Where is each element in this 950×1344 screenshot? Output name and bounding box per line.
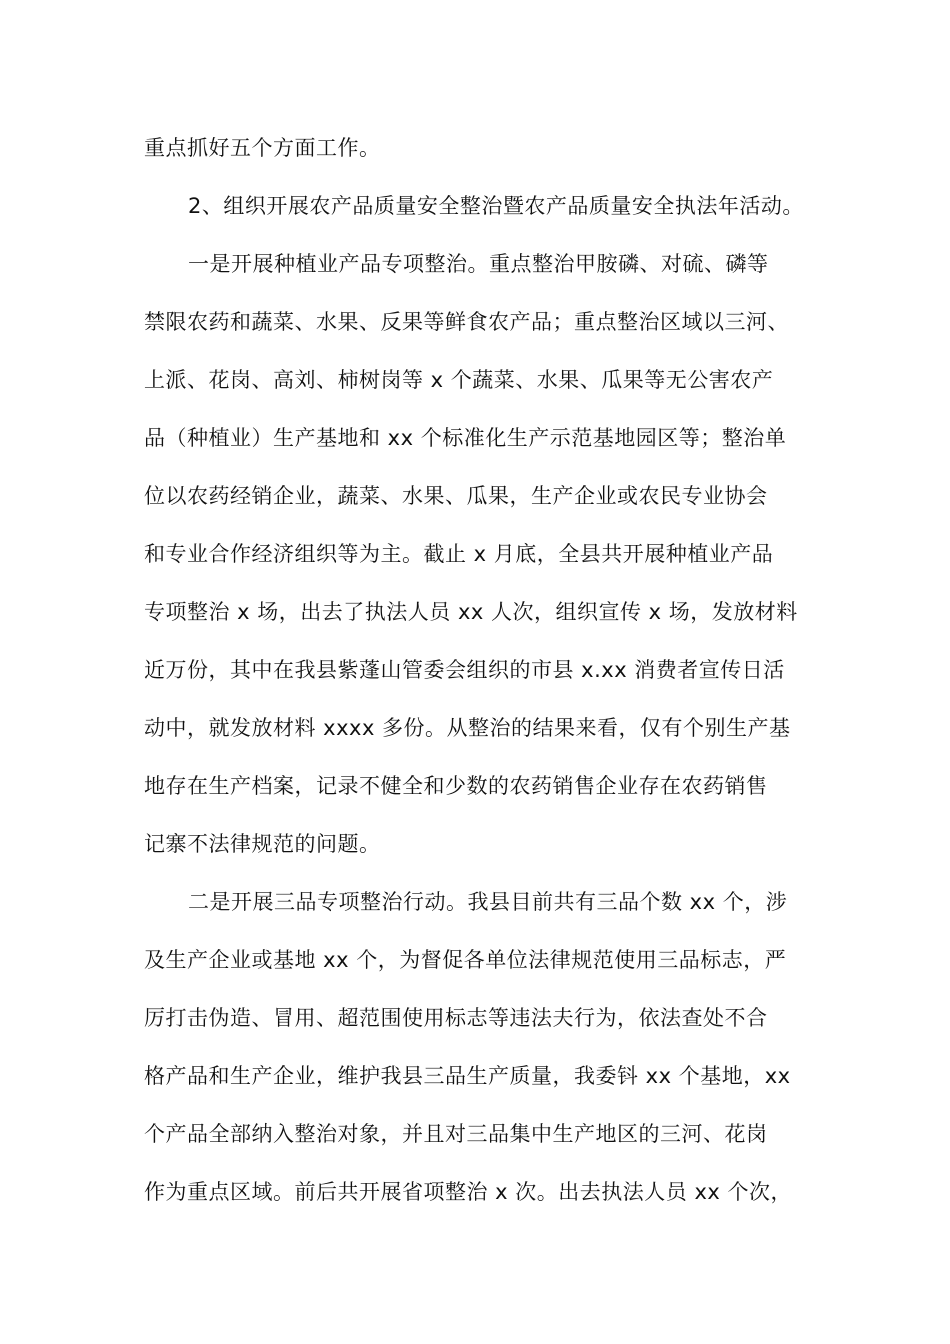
paragraph-line: 位以农药经销企业，蔬菜、水果、瓜果，生产企业或农民专业协会 xyxy=(144,484,768,508)
paragraph-line: 近万份，其中在我县紫蓬山管委会组织的市县 x.xx 消费者宣传日活 xyxy=(144,658,785,682)
paragraph-line: 记寨不法律规范的问题。 xyxy=(144,832,381,856)
paragraph-line: 地存在生产档案，记录不健全和少数的农药销售企业存在农药销售 xyxy=(144,774,768,798)
paragraph-line: 动中，就发放材料 xxxx 多份。从整治的结果来看，仅有个别生产基 xyxy=(144,716,791,740)
paragraph-line: 品（种植业）生产基地和 xx 个标准化生产示范基地园区等；整治单 xyxy=(144,426,787,450)
paragraph-line: 重点抓好五个方面工作。 xyxy=(144,136,381,160)
paragraph-line: 二是开展三品专项整治行动。我县目前共有三品个数 xx 个，涉 xyxy=(188,890,788,914)
paragraph-line: 专项整治 x 场，出去了执法人员 xx 人次，组织宣传 x 场，发放材料 xyxy=(144,600,798,624)
paragraph-line: 及生产企业或基地 xx 个，为督促各单位法律规范使用三品标志，严 xyxy=(144,948,787,972)
paragraph-line: 格产品和生产企业，维护我县三品生产质量，我委钭 xx 个基地，xx xyxy=(144,1064,791,1088)
paragraph-line: 禁限农药和蔬菜、水果、反果等鲜食农产品；重点整治区域以三河、 xyxy=(144,310,789,334)
paragraph-line: 和专业合作经济组织等为主。截止 x 月底，全县共开展种植业产品 xyxy=(144,542,774,566)
section-heading-line: 2、组织开展农产品质量安全整治暨农产品质量安全执法年活动。 xyxy=(188,194,804,218)
paragraph-line: 厉打击伪造、冒用、超范围使用标志等违法夫行为，依法查处不合 xyxy=(144,1006,768,1030)
paragraph-line: 上派、花岗、高刘、柿树岗等 x 个蔬菜、水果、瓜果等无公害农产 xyxy=(144,368,774,392)
paragraph-line: 作为重点区域。前后共开展省项整治 x 次。出去执法人员 xx 个次， xyxy=(144,1180,792,1204)
paragraph-line: 个产品全部纳入整治对象，并且对三品集中生产地区的三河、花岗 xyxy=(144,1122,768,1146)
paragraph-line: 一是开展种植业产品专项整治。重点整治甲胺磷、对硫、磷等 xyxy=(188,252,769,276)
document-body xyxy=(144,127,810,1229)
